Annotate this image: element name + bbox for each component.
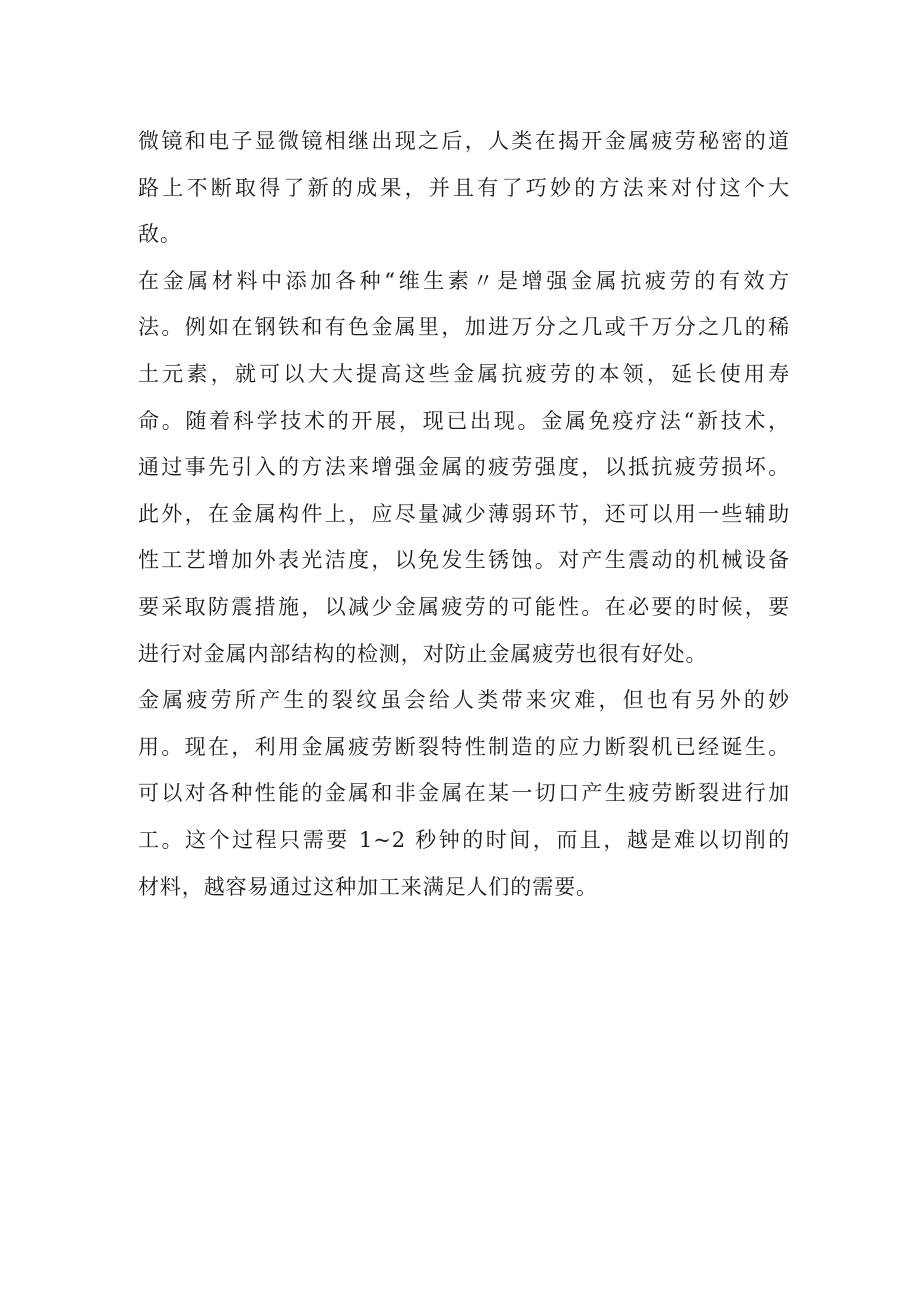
- text-line: 通过事先引入的方法来增强金属的疲劳强度，以抵抗疲劳损坏。: [138, 455, 790, 480]
- paragraph-2: [138, 258, 790, 677]
- text-line: 性工艺增加外表光洁度，以免发生锈蚀。对产生震动的机械设备: [138, 548, 790, 573]
- text-line: 敌。: [138, 222, 182, 247]
- text-line: 命。随着科学技术的开展，现已出现。金属免疫疗法“新技术，: [138, 408, 790, 433]
- text-line: 工。这个过程只需要 1~2 秒钟的时间，而且，越是难以切削的: [138, 827, 790, 852]
- text-line: 土元素，就可以大大提高这些金属抗疲劳的本领，延长使用寿: [138, 361, 790, 386]
- text-line: 要采取防震措施，以减少金属疲劳的可能性。在必要的时候，要: [138, 594, 790, 619]
- text-line: 路上不断取得了新的成果，并且有了巧妙的方法来对付这个大: [138, 175, 790, 200]
- text-line: 此外，在金属构件上，应尽量减少薄弱环节，还可以用一些辅助: [138, 501, 790, 526]
- text-line: 金属疲劳所产生的裂纹虽会给人类带来灾难，但也有另外的妙: [138, 688, 790, 713]
- text-line: 材料，越容易通过这种加工来满足人们的需要。: [138, 874, 598, 899]
- text-line: 微镜和电子显微镜相继出现之后，人类在揭开金属疲劳秘密的道: [138, 129, 790, 153]
- body-text: [138, 118, 790, 910]
- paragraph-1: [138, 118, 790, 258]
- text-line: 可以对各种性能的金属和非金属在某一切口产生疲劳断裂进行加: [138, 781, 790, 806]
- text-line: 用。现在，利用金属疲劳断裂特性制造的应力断裂机已经诞生。: [138, 734, 790, 759]
- paragraph-3: [138, 677, 790, 910]
- text-line: 进行对金属内部结构的检测，对防止金属疲劳也很有好处。: [138, 641, 708, 666]
- text-line: 法。例如在钢铁和有色金属里，加进万分之几或千万分之几的稀: [138, 315, 790, 340]
- text-line: 在金属材料中添加各种“维生素〃是增强金属抗疲劳的有效方: [138, 268, 790, 293]
